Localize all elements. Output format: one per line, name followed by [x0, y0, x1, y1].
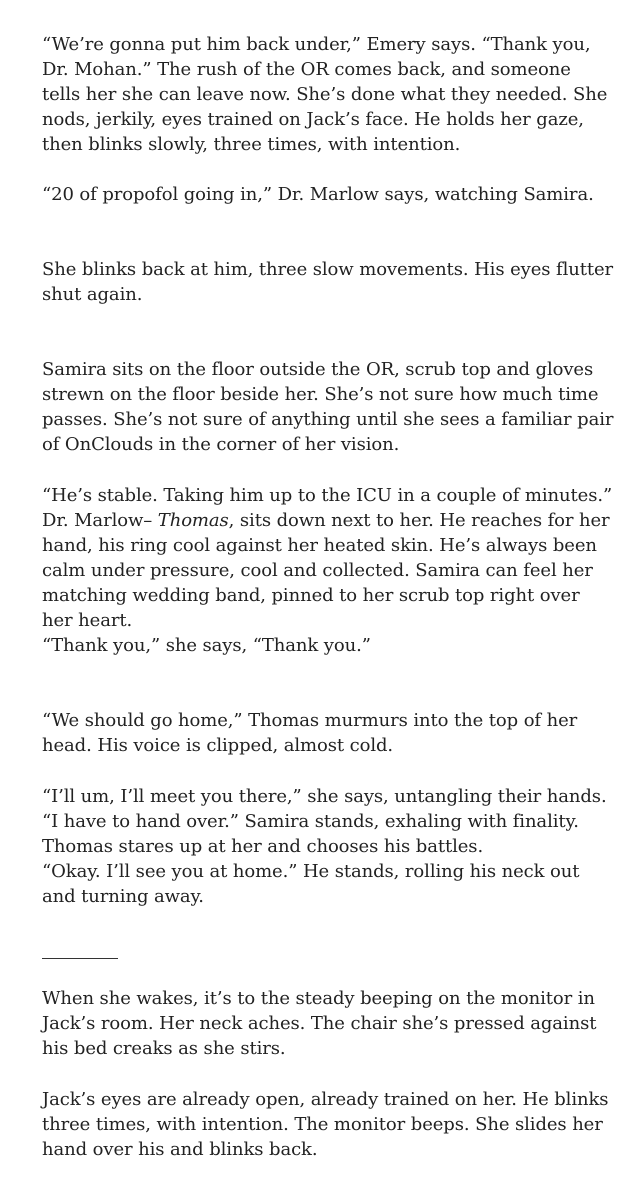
paragraph-8: “I’ll um, I’ll meet you there,” she says, untangling their hands. “I have to hand over.” Samira stands, exhaling with finality. Thomas stares up at her and chooses his battles.	[42, 786, 607, 857]
paragraph-4: Samira sits on the floor outside the OR, scrub top and gloves strewn on the floor beside her. She’s not sure how much time passes. She’s not sure of anything until she sees a familiar pair of OnClouds in the corner of her vision.	[42, 359, 614, 455]
paragraph-10: When she wakes, it’s to the steady beeping on the monitor in Jack’s room. Her neck aches. The chair she’s pressed against his bed creaks as she stirs.	[42, 988, 597, 1059]
paragraph-6: “Thank you,” she says, “Thank you.”	[42, 635, 371, 656]
paragraph-5	[42, 483, 614, 633]
paragraph-11: Jack’s eyes are already open, already trained on her. He blinks three times, with intention. The monitor beeps. She slides her hand over his and blinks back.	[42, 1089, 609, 1160]
paragraph-3: She blinks back at him, three slow movements. His eyes flutter shut again.	[42, 259, 614, 305]
paragraph-5-text-before: “He’s stable. Taking him up to the ICU in a couple of minutes.” Dr. Marlow–	[42, 485, 613, 531]
paragraph-2: “20 of propofol going in,” Dr. Marlow says, watching Samira.	[42, 184, 594, 205]
paragraph-9: “Okay. I’ll see you at home.” He stands, rolling his neck out and turning away.	[42, 861, 580, 907]
paragraph-1: “We’re gonna put him back under,” Emery says. “Thank you, Dr. Mohan.” The rush of the OR comes back, and someone tells her she can leave now. She’s done what they needed. She nods, jerkily, eyes trained on Jack’s face. He holds her gaze, then blinks slowly, three times, with intention.	[42, 34, 608, 155]
paragraph-5-emphasis: Thomas	[157, 510, 229, 531]
paragraph-5-text-after: , sits down next to her. He reaches for her hand, his ring cool against her heated skin. He’s always been calm under pressure, cool and collected. Samira can feel her matching wedding band, pinned to her scrub top right over her heart.	[42, 510, 610, 631]
paragraph-7: “We should go home,” Thomas murmurs into the top of her head. His voice is clipped, almost cold.	[42, 710, 578, 756]
section-divider	[42, 958, 118, 959]
